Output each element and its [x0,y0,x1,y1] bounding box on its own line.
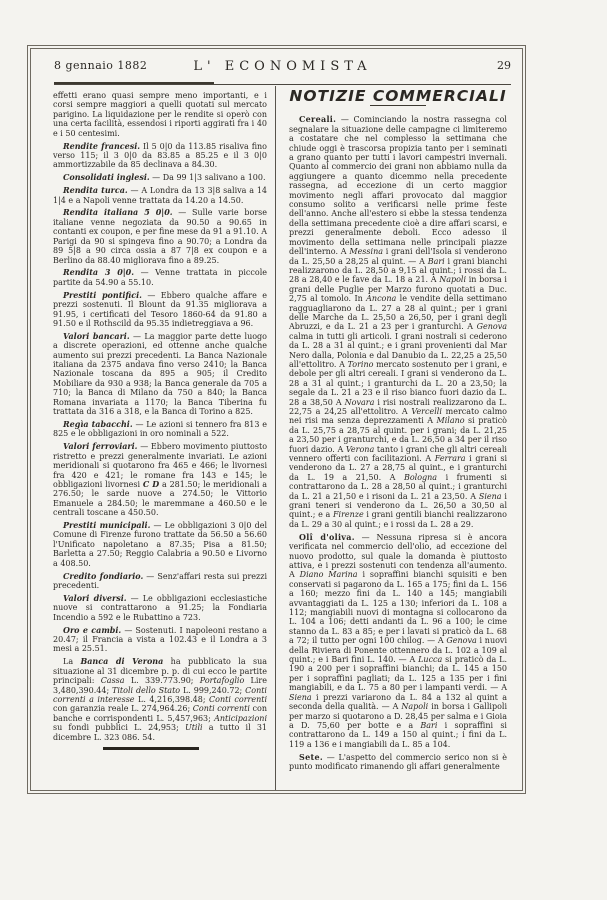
paragraph [289,115,507,529]
text-segment: mercato sostenuto per i grani, e debole per gli altri cereali. I grani si venderono da L. 28 a 31 al quint.; i granturchi da L. 20 a 23,50; la segale da L. 21 a 23 e il riso bianco fuori dazio da L. 28 a 38,50 A [289,359,508,407]
text-segment: Anticipazioni [214,713,267,723]
paragraph-lead: Rendita 3 0|0. [63,267,135,278]
text-segment: i grani si venderono da L. 27 a 28,75 al quint., e i granturchi da L. 19 a 21,50. A [289,454,508,482]
text-segment: si praticò da L. 190 a 200 per i sopraffini bianchi; da L. 145 a 150 per i sopraffini pagliati; da L. 125 a 135 per i fini mangiabili, e da L. 75 a 80 per i lampanti verdi. — A [289,655,507,693]
text-segment: Ancona [366,294,397,304]
left-column [53,91,267,750]
text-segment: Bari [420,720,438,730]
text-segment: su fondi pubblici L. 24,953; [53,723,185,733]
text-segment: mercato calmo nei risi ma senza deprezzamenti A [289,407,507,426]
text-segment: — Venne trattata in piccole partite da 54.90 a 55.10. [53,268,268,287]
text-segment: Lire 3,480,390.44; [53,676,267,695]
text-segment: Conti correnti [209,694,267,704]
text-segment: Cassa [100,676,125,686]
text-segment: effetti erano quasi sempre meno importanti, e i corsi sempre maggiori a quelli quotati sul mercato parigino. La liquidazione per le rendite si operò con una certa facilità, essendosi i riporti aggirati fra i 40 e i 50 centesimi. [53,91,267,138]
text-segment: Novara [344,397,375,407]
text-segment: — Le obbligazioni 3 0|0 del Comune di Firenze furono trattate da 56.50 a 56.60 l'Unificato napoletano a 87.35; Pisa a 81.50; Barletta a 27.50; Reggio Calabria a 90.50 e Livorno a 408.50. [53,521,268,568]
paragraph-lead: Rendita turca. [63,185,128,196]
text-segment: — Le obbligazioni ecclesiastiche nuove si contrattarono a 91.25; la Fondiaria Incendio a 592 e le Rubattino a 723. [53,593,268,622]
page-frame [27,45,526,794]
text-segment: Napoli [401,702,429,712]
text-segment: Milano [436,416,465,426]
text-segment: Genova [446,636,477,646]
paragraph-lead: Valori bancari. [63,330,130,341]
paragraph [53,208,267,264]
issue-date: 8 gennaio 1882 [54,59,148,72]
text-segment: — Senz'affari resta sui prezzi precedenti. [53,571,267,590]
paragraph [53,657,267,742]
text-segment: — Nessuna ripresa si è ancora verificata nel commercio dell'olio, ad eccezione del nuovo prodotto, sul quale la domanda è piuttosto attiva, e i prezzi sostenuti con tendenza all'aumento. A [289,532,507,580]
text-segment: i frumenti si contrattarono da L. 28 a 28,50 al quint.; i granturchi da L. 21 a 21,50 e i risoni da L. 21 a 23,50. A [289,472,507,501]
text-segment: i grani teneri si venderono da L. 26,50 a 30,50 al quint.; e a [289,491,507,520]
journal-title: L' ECONOMISTA [193,59,372,74]
text-segment: Torino [347,359,374,369]
paragraph [53,572,267,591]
text-segment: — Le azioni si tennero fra 813 e 825 e le obbligazioni in oro nominali a 522. [53,420,267,439]
paragraph-lead: Credito fondiario. [63,570,144,581]
text-segment: Vercelli [411,407,442,416]
paragraph-lead: Sete. [299,751,323,762]
text-segment: Siena [478,491,502,501]
text-segment: Bari [427,256,445,266]
paragraph-lead: Oro e cambi. [63,624,122,635]
text-segment: — Ebbero qualche affare e prezzi sostenuti. Il Blount da 91.35 migliorava a 91.95, i certificati del Tesoro 1860-64 da 91.80 a 91.50 e il Rothscild da 95.35 indietreggiava a 96. [53,290,267,328]
text-segment: i prezzi variarono da L. 84 a 132 al quint a seconda della qualità. — A [289,692,507,712]
text-segment: — La maggior parte dette luogo a discrete operazioni, ed ottenne anche qualche aumento sui prezzi precedenti. La Banca Nazionale italiana da 2375 andava fino verso 2410; la Banca Nazionale toscana da 895 a 905; il Credito Mobiliare da 930 a 938; la Banca generale da 705 a 710; la Banca di Milano da 750 a 840; la Banca Romana invariata a 1170; la Banca Tiberina fu trattata da 316 a 318, e la Banca di Torino a 825. [53,331,267,417]
paragraph [53,594,267,622]
text-segment: calma in tutti gli articoli. I grani nostrali si cederono da L. 28 a 31 al quint.; e i grani provenienti dal Mar Nero dalla, Polonia e dal Danubio da L. 22,25 a 25,50 all'ettolitro. A [289,331,507,369]
paragraph-lead: Valori ferroviari. [63,441,138,452]
text-segment: Banca di Verona [80,656,164,667]
article-end-rule [103,747,199,750]
text-segment: Lucca [418,655,443,665]
text-segment: con banche e corrispondenti L. 5,457,963; [53,704,267,723]
paragraph-lead: Rendite francesi. [63,140,141,151]
section-title-rule [370,105,426,106]
text-segment: Ferrara [434,454,466,464]
text-segment: Siena [289,692,312,702]
paragraph [53,91,267,138]
paragraph-lead: Olî d'oliva. [299,531,355,542]
paragraph [53,173,267,182]
text-segment: tanto i grani che gli altri cereali vennero offerti con facilitazioni. A [289,444,507,464]
text-segment: Messina [349,247,383,257]
text-segment: Napoli [439,275,467,285]
text-segment: si praticò da L. 25,75 a 28,75 al quint. per i grani; da L. 21,25 a 23,50 per i granturchi, e da L. 26,50 a 34 per il riso fuori dazio. A [289,416,507,454]
text-segment: Titoli dello Stato [112,685,181,695]
paragraph [53,332,267,417]
text-segment: Utili [184,723,203,733]
text-segment: con garanzia reale L. 274,964.26; [53,704,193,714]
text-segment: — Cominciando la nostra rassegna col segnalare la situazione delle campagne ci limiteremo a costatare che nel complesso la settimana che chiude oggi è trascorsa propizia tanto per i seminati a grano quanto per tutti i lavori campestri invernali. Quanto al commercio dei grani non abbiamo nulla da aggiungere a quanto dicemmo nella precedente rassegna, ad eccezione di un certo maggior movimento negli affari provocato dal maggior consumo solito a verificarsi nelle prime feste dell'anno. Anche all'estero si ebbe la stessa tendenza della settimana precedente cioè a dire affari scarsi, e prezzi generalmente deboli. Ecco adesso il movimento della settimana nelle principali piazze dell'interno. A [289,115,507,257]
paragraph [289,533,507,749]
right-column-text [289,115,507,771]
text-segment: C D [142,478,160,489]
text-segment: Firenze [332,510,364,520]
paragraph [53,442,267,517]
text-segment: — Ebbero movimento piuttosto ristretto e prezzi generalmente invariati. Le azioni meridionali si quotarono fra 465 e 466; le livornesi fra 420 e 421; le romane fra 143 e 145; le obbligazioni livornesi [53,442,268,489]
text-segment: i grani dell'Isola si venderono da L. 25,50 a 28,25 al quint. — A [289,247,507,266]
text-segment: a tutto il 31 dicembre L. 323 086. 54. [53,723,267,742]
page-number: 29 [497,59,511,72]
text-segment: i sopraffini si contrattarono da L. 149 a 150 al quint.; i fini da L. 119 a 136 e i mangiabili da L. 85 a 104. [289,720,507,749]
paragraph-lead: Regìa tabacchi. [63,419,133,429]
paragraph-lead: Prestiti pontifici. [63,289,142,300]
text-segment: — A Londra da 13 3|8 saliva a 14 1|4 e a Napoli venne trattata da 14.20 a 14.50. [53,186,267,205]
paragraph [53,521,267,568]
paragraph [53,142,267,170]
text-segment: Il 5 0|0 da 113.85 risaliva fino verso 115; il 3 0|0 da 83.85 a 85.25 e il 3 0|0 ammortizzabile da 85 declinava a 84.30. [53,141,267,170]
text-segment: L. 4,216,398.48; [134,694,210,704]
paragraph-lead: Consolidati inglesi. [63,172,150,183]
page-header [54,59,511,83]
text-segment: — Sostenuti. I napoleoni restano a 20.47; il Francia a vista a 102.43 e il Londra a 3 mesi a 25.51. [53,625,267,654]
text-segment: — L'aspetto del commercio serico non si è punto modificato rimanendo gli affari generalmente [289,752,507,772]
paragraph [53,186,267,205]
text-segment: i grani bianchi realizzarono da L. 28,50 a 9,15 al quint.; i rossi da L. 28 a 28,40 e le fave da L. 18 a 21. A [289,256,508,285]
text-segment: le vendite della settimano ragguagliarono da L. 27 a 28 al quint.; per i grani delle Marche da L. 25,50 a 26,50, per i grani degli Abruzzi, e da L. 21 a 23 per i granturchi. A [289,294,507,332]
text-segment: Conti correnti [192,704,250,714]
text-segment: i nuovi della Riviera di Ponente ottennero da L. 102 a 109 al quint.; e i Bari fini L. 140. — A [289,636,507,665]
right-column [289,87,508,775]
text-segment: Verona [345,444,375,454]
text-segment: L. 999,240.72; [180,685,246,695]
paragraph-lead: Cereali. [299,114,337,125]
paragraph-lead: Valori diversi. [63,592,127,603]
left-column-text [53,91,267,742]
text-segment: Portafoglio [199,676,245,686]
text-segment: ha pubblicato la sua situazione al 31 dicembre p. p. di cui ecco le partite principali: [53,657,267,686]
paragraph-lead: Rendita italiana 5 0|0. [63,207,173,218]
text-segment: i sopraffini bianchi squisiti e ben conservati si pagarono da L. 165 a 175; fini da L. 156 a 160; mezzo fini da L. 140 a 145; mangiabili avvantaggiati da L. 125 a 130; inferiori da L. 108 a 112; mangiabili nuovi di montagna si collocarono da L. 104 a 106; detti andanti da L. 96 a 100; le cime stanno da L. 83 a 85; e per i lavati si praticò da L. 68 a 72; il tutto per ogni 100 chilog. — A [289,570,507,646]
text-segment: i risi nostrali realizzarono da L. 22,75 a 24,25 all'ettolitro. A [289,397,507,416]
text-segment: L. 339.773.90; [124,676,200,686]
paragraph [53,626,267,654]
text-segment: in borsa i grani delle Puglie per Marzo furono quotati a Duc. 2,75 al tomolo. In [289,275,507,304]
text-segment: — Sulle varie borse italiane venne negoziata da 90.50 a 90.65 in contanti ex coupon, e per fine mese da 91 a 91.10. A Parigi da 90 si spingeva fino a 90.70; a Londra da 89 5|8 a 90 circa ossia a 87 7|8 ex coupon e a Berlino da 88.40 migliorava fino a 89.25. [53,208,268,265]
text-segment: in borsa i Gallipoli per marzo si quotarono a D. 28,45 per salma e i Gioia a D. 75,60 per botte e a [289,702,508,730]
text-segment: a 281.50; le meridionali a 276.50; le sarde nuove a 274.50; le Vittorio Emanuele a 284.50; le maremmane a 460.50 e le centrali toscane a 450.50. [53,479,267,518]
text-segment: — Da 99 1|3 salivano a 100. [149,173,266,183]
paragraph [53,420,267,439]
section-title: NOTIZIE COMMERCIALI [289,87,507,105]
paragraph-lead: Prestiti municipali. [63,520,151,531]
paragraph [289,753,507,772]
text-segment: Genova [476,322,507,332]
text-segment: Diano Marina [299,570,358,580]
text-segment: Conti correnti a interesse [53,685,267,704]
text-segment: La [63,657,81,667]
text-segment: i grani gentili bianchi realizzarono da L. 29 a 30 al quint.; e i rossi da L. 28 a 29. [289,510,507,529]
text-segment: Bologna [403,472,438,482]
column-divider [275,86,276,790]
paragraph [53,291,267,329]
paragraph [53,268,267,287]
header-rule [54,84,511,85]
